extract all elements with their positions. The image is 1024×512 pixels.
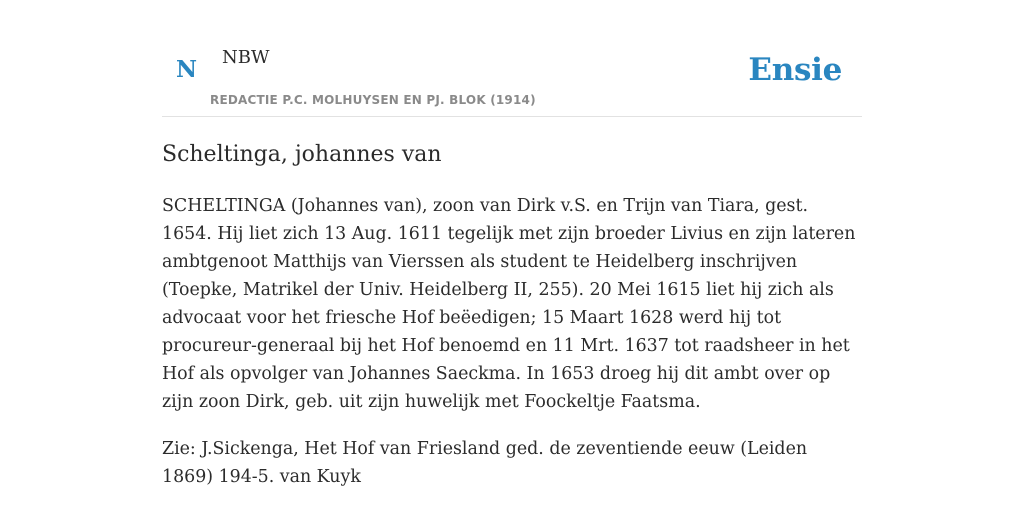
source-logo[interactable]: N xyxy=(176,56,198,83)
source-subtitle: REDACTIE P.C. MOLHUYSEN EN PJ. BLOK (1914) xyxy=(210,93,536,107)
source-header xyxy=(162,0,862,117)
source-name-link[interactable]: NBW xyxy=(222,47,270,68)
ensie-logo[interactable]: Ensie xyxy=(748,52,842,88)
article-title: Scheltinga, johannes van xyxy=(162,142,442,167)
article-reference: Zie: J.Sickenga, Het Hof van Friesland ged. de zeventiende eeuw (Leiden 1869) 194-5. van Kuyk xyxy=(162,439,808,487)
article-body: SCHELTINGA (Johannes van), zoon van Dirk v.S. en Trijn van Tiara, gest. 1654. Hij liet zich 13 Aug. 1611 tegelijk met zijn broeder Livius en zijn lateren ambtgenoot Matthijs van Vierssen als student te Heidelberg inschrijven (Toepke, Matrikel der Univ. Heidelberg II, 255). 20 Mei 1615 liet hij zich als advocaat voor het friesche Hof beëedigen; 15 Maart 1628 werd hij tot procureur-generaal bij het Hof benoemd en 11 Mrt. 1637 tot raadsheer in het Hof als opvolger van Johannes Saeckma. In 1653 droeg hij dit ambt over op zijn zoon Dirk, geb. uit zijn huwelijk met Foockeltje Faatsma. xyxy=(162,196,856,412)
